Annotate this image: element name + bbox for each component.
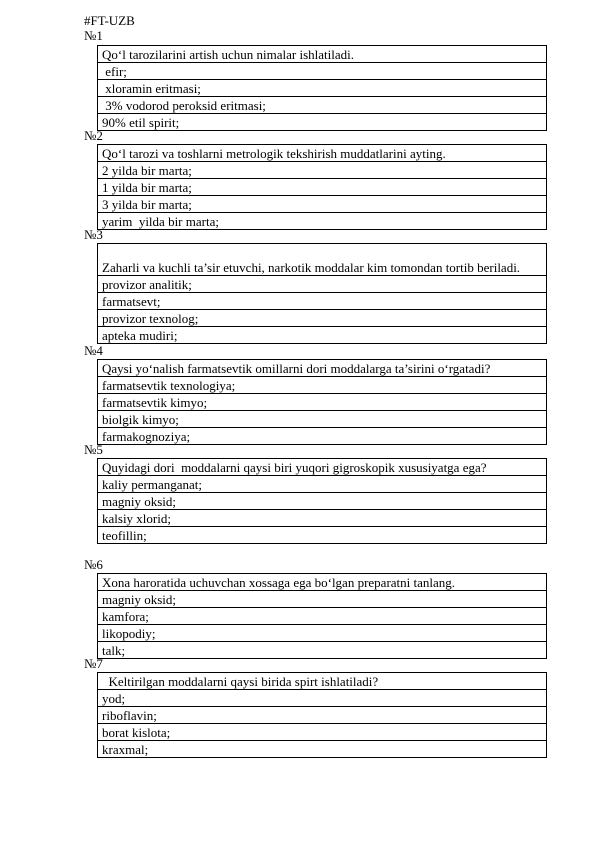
- answer-option: likopodiy;: [98, 625, 547, 642]
- question-number: №1: [84, 28, 103, 43]
- question-number: №2: [84, 128, 103, 143]
- answer-option: 3 yilda bir marta;: [98, 196, 547, 213]
- answer-option: efir;: [98, 63, 547, 80]
- answer-option: provizor texnolog;: [98, 310, 547, 327]
- answer-option: provizor analitik;: [98, 276, 547, 293]
- answer-option: 1 yilda bir marta;: [98, 179, 547, 196]
- answer-option: yod;: [98, 690, 547, 707]
- document-header: #FT-UZB: [84, 13, 135, 28]
- question-number: №6: [84, 557, 103, 572]
- question-text: Keltirilgan moddalarni qaysi birida spirt ishlatiladi?: [98, 673, 547, 690]
- question-text: Qo‘l tarozilarini artish uchun nimalar ishlatiladi.: [98, 46, 547, 63]
- question-table: [97, 144, 547, 230]
- question-number: №7: [84, 656, 103, 671]
- answer-option: borat kislota;: [98, 724, 547, 741]
- answer-option: kaliy permanganat;: [98, 476, 547, 493]
- question-table: [97, 672, 547, 758]
- question-text: Qaysi yo‘nalish farmatsevtik omillarni dori moddalarga ta’sirini o‘rgatadi?: [98, 360, 547, 377]
- question-table: [97, 359, 547, 445]
- question-text: Quyidagi dori moddalarni qaysi biri yuqori gigroskopik xususiyatga ega?: [98, 459, 547, 476]
- answer-option: talk;: [98, 642, 547, 659]
- answer-option: xloramin eritmasi;: [98, 80, 547, 97]
- question-table: [97, 45, 547, 131]
- answer-option: farmatsevtik texnologiya;: [98, 377, 547, 394]
- answer-option: kraxmal;: [98, 741, 547, 758]
- answer-option: apteka mudiri;: [98, 327, 547, 344]
- answer-option: biolgik kimyo;: [98, 411, 547, 428]
- answer-option: 2 yilda bir marta;: [98, 162, 547, 179]
- answer-option: 3% vodorod peroksid eritmasi;: [98, 97, 547, 114]
- question-number: №5: [84, 442, 103, 457]
- answer-option: farmakognoziya;: [98, 428, 547, 445]
- question-text: Xona haroratida uchuvchan xossaga ega bo‘lgan preparatni tanlang.: [98, 574, 547, 591]
- answer-option: yarim yilda bir marta;: [98, 213, 547, 230]
- answer-option: teofillin;: [98, 527, 547, 544]
- answer-option: farmatsevtik kimyo;: [98, 394, 547, 411]
- question-number: №4: [84, 343, 103, 358]
- answer-option: farmatsevt;: [98, 293, 547, 310]
- question-table: [97, 243, 547, 344]
- answer-option: kamfora;: [98, 608, 547, 625]
- question-table: [97, 573, 547, 659]
- answer-option: magniy oksid;: [98, 591, 547, 608]
- answer-option: magniy oksid;: [98, 493, 547, 510]
- answer-option: riboflavin;: [98, 707, 547, 724]
- question-number: №3: [84, 227, 103, 242]
- question-table: [97, 458, 547, 544]
- question-text: Zaharli va kuchli ta’sir etuvchi, narkotik moddalar kim tomondan tortib beriladi.: [98, 244, 547, 276]
- answer-option: kalsiy xlorid;: [98, 510, 547, 527]
- answer-option: 90% etil spirit;: [98, 114, 547, 131]
- question-text: Qo‘l tarozi va toshlarni metrologik tekshirish muddatlarini ayting.: [98, 145, 547, 162]
